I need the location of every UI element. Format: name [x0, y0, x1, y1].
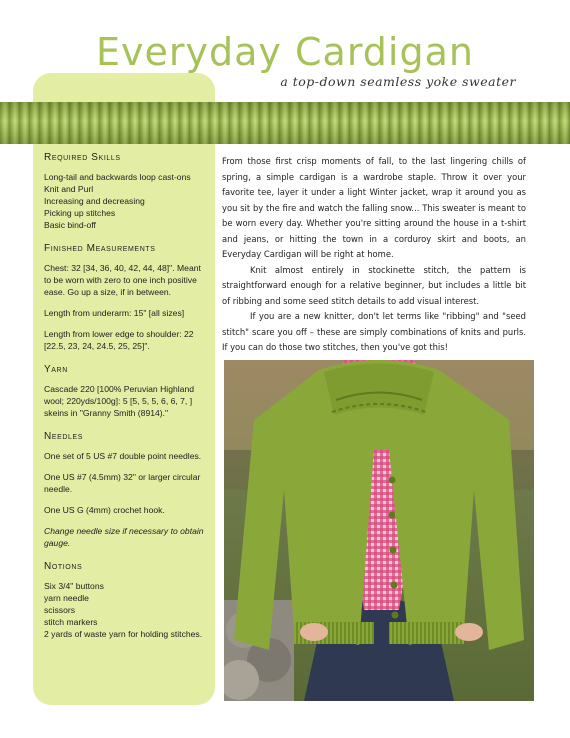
notions-heading: Notions: [44, 561, 83, 572]
skills-heading: Required Skills: [44, 152, 121, 163]
left-hand: [300, 623, 328, 641]
cardigan-photo: [224, 360, 534, 701]
needles-section: [44, 431, 210, 549]
cardigan-ribbing-right: [389, 622, 464, 644]
button-icon: [390, 547, 397, 554]
yarn-section: [44, 364, 210, 419]
intro-paragraph: Knit almost entirely in stockinette stitch, the pattern is straightforward enough for a relative beginner, but includes a little bit of ribbing and some seed stitch details to add visual interest.: [222, 264, 526, 306]
page-title: Everyday Cardigan: [96, 30, 474, 74]
skill-item: Basic bind-off: [44, 220, 96, 230]
skill-item: Picking up stitches: [44, 208, 116, 218]
skill-item: Knit and Purl: [44, 184, 94, 194]
underarm-length: Length from underarm: 15" [all sizes]: [44, 308, 185, 318]
shoulder-length: Length from lower edge to shoulder: 22 [22.5, 23, 24, 24.5, 25, 25]".: [44, 329, 194, 351]
notion-item: scissors: [44, 605, 76, 615]
intro-paragraph: From those first crisp moments of fall, to the last lingering chills of spring, a simple cardigan is a wardrobe staple. Throw it over your favorite tee, layer it under a light Winter jacket, wrap it around you as you sit by the fire and watch the falling snow... This sweater is meant to be worn every day. Whether you're sitting around the house in a t-shirt and jeans, or hitting the town in a corduroy skirt and boots, an Everyday Cardigan will be right at home.: [222, 156, 526, 259]
ribbing-banner-shade: [0, 102, 570, 144]
notion-item: stitch markers: [44, 617, 98, 627]
intro-text: [222, 154, 526, 356]
yarn-heading: Yarn: [44, 364, 68, 375]
button-icon: [389, 477, 396, 484]
chest-measurement: Chest: 32 [34, 36, 40, 42, 44, 48]". Meant to be worn with zero to one inch positive ease. Go up a size, if in between.: [44, 263, 201, 297]
intro-paragraph: If you are a new knitter, don't let terms like "ribbing" and "seed stitch" scare you off – these are simply combinations of knits and purls. If you can do those two stitches, then you've got this!: [222, 311, 526, 352]
skill-item: Long-tail and backwards loop cast-ons: [44, 172, 191, 182]
page-subtitle: a top-down seamless yoke sweater: [280, 74, 516, 89]
gauge-note: Change needle size if necessary to obtain gauge.: [44, 526, 204, 548]
button-icon: [389, 512, 396, 519]
needles-heading: Needles: [44, 431, 84, 442]
measurements-heading: Finished Measurements: [44, 243, 156, 254]
crochet-hook: One US G (4mm) crochet hook.: [44, 505, 165, 515]
skills-section: [44, 152, 210, 231]
skill-item: Increasing and decreasing: [44, 196, 145, 206]
measurements-section: [44, 243, 210, 352]
right-hand: [455, 623, 483, 641]
dpn-needles: One set of 5 US #7 double point needles.: [44, 451, 202, 461]
circular-needle: One US #7 (4.5mm) 32" or larger circular needle.: [44, 472, 201, 494]
notion-item: 2 yards of waste yarn for holding stitches.: [44, 629, 203, 639]
notion-item: yarn needle: [44, 593, 89, 603]
pattern-details-sidebar: [44, 152, 210, 652]
button-icon: [392, 612, 399, 619]
button-icon: [391, 582, 398, 589]
notion-item: Six 3/4" buttons: [44, 581, 104, 591]
notions-section: [44, 561, 210, 640]
yarn-text: Cascade 220 [100% Peruvian Highland wool; 220yds/100g]: 5 [5, 5, 5, 6, 6, 7, ] skeins in "Granny Smith (8914).": [44, 384, 195, 418]
